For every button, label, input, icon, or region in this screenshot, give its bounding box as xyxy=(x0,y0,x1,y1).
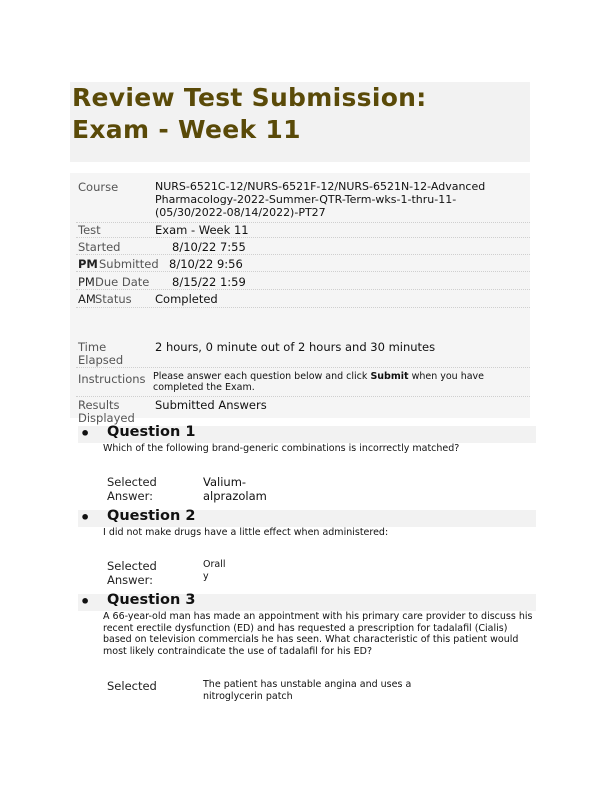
due-date-value: 8/15/22 1:59 xyxy=(172,275,246,289)
question-1-title: Question 1 xyxy=(107,424,196,440)
row-divider xyxy=(76,254,530,255)
status-prefix: AM xyxy=(78,292,96,306)
row-divider xyxy=(76,307,530,308)
started-label: Started xyxy=(78,240,121,254)
bullet: • xyxy=(80,424,91,443)
selected-answer-label: Answer: xyxy=(107,489,154,503)
question-1-answer: alprazolam xyxy=(203,489,267,503)
time-elapsed-label-1: Time xyxy=(78,340,107,354)
row-divider xyxy=(76,289,530,290)
selected-answer-label: Selected xyxy=(107,475,157,489)
status-value: Completed xyxy=(155,292,218,306)
time-elapsed-value: 2 hours, 0 minute out of 2 hours and 30 minutes xyxy=(155,340,436,354)
question-2-answer: y xyxy=(203,571,209,582)
bullet: • xyxy=(80,508,91,527)
question-3-title: Question 3 xyxy=(107,592,196,608)
question-3-answer: nitroglycerin patch xyxy=(203,691,293,702)
bullet: • xyxy=(80,592,91,611)
instructions-label: Instructions xyxy=(78,372,146,386)
question-2-text: I did not make drugs have a little effect when administered: xyxy=(103,527,389,538)
time-elapsed-label-2: Elapsed xyxy=(78,353,124,367)
test-value: Exam - Week 11 xyxy=(155,223,249,237)
selected-answer-label: Answer: xyxy=(107,573,154,587)
row-divider xyxy=(76,271,530,272)
question-2-title: Question 2 xyxy=(107,508,196,524)
due-date-label: Due Date xyxy=(95,275,150,289)
selected-answer-label: Selected xyxy=(107,679,157,693)
submitted-prefix: PM xyxy=(78,257,98,271)
question-1-answer: Valium- xyxy=(203,475,247,489)
due-prefix: PM xyxy=(78,275,95,289)
status-label: Status xyxy=(95,292,132,306)
question-1-text: Which of the following brand-generic combinations is incorrectly matched? xyxy=(103,443,460,454)
page-title-line-1: Review Test Submission: xyxy=(72,83,427,112)
test-label: Test xyxy=(78,223,101,237)
results-displayed-value: Submitted Answers xyxy=(155,398,267,412)
page-title-line-2: Exam - Week 11 xyxy=(72,115,301,144)
course-value: NURS-6521C-12/NURS-6521F-12/NURS-6521N-12-Advanced Pharmacology-2022-Summer-QTR-Term-wks-1-thru-11-(05/30/2022-08/14/2022)-PT27 xyxy=(155,180,486,219)
submitted-label: Submitted xyxy=(99,257,159,271)
results-displayed-label-1: Results xyxy=(78,398,120,412)
instructions-text: Please answer each question below and click Submit when you have completed the Exam. xyxy=(153,371,485,393)
question-2-answer: Orall xyxy=(203,559,226,570)
selected-answer-label: Selected xyxy=(107,559,157,573)
row-divider xyxy=(76,396,530,397)
results-displayed-label-2: Displayed xyxy=(78,411,135,425)
row-divider xyxy=(76,237,530,238)
submit-emphasis: Submit xyxy=(370,371,409,382)
course-label: Course xyxy=(78,180,119,194)
row-divider xyxy=(76,367,530,368)
row-divider xyxy=(76,222,530,223)
question-3-text: A 66-year-old man has made an appointment with his primary care provider to discuss his recent erectile dysfunction (ED) and has requested a prescription for tadalafil (Cialis) based on television commercials he has seen. What characteristic of this patient would most likely contraindicate the use of tadalafil for his ED? xyxy=(103,611,533,657)
submitted-value: 8/10/22 9:56 xyxy=(169,257,243,271)
started-value: 8/10/22 7:55 xyxy=(172,240,246,254)
question-3-answer: The patient has unstable angina and uses a xyxy=(203,679,412,690)
